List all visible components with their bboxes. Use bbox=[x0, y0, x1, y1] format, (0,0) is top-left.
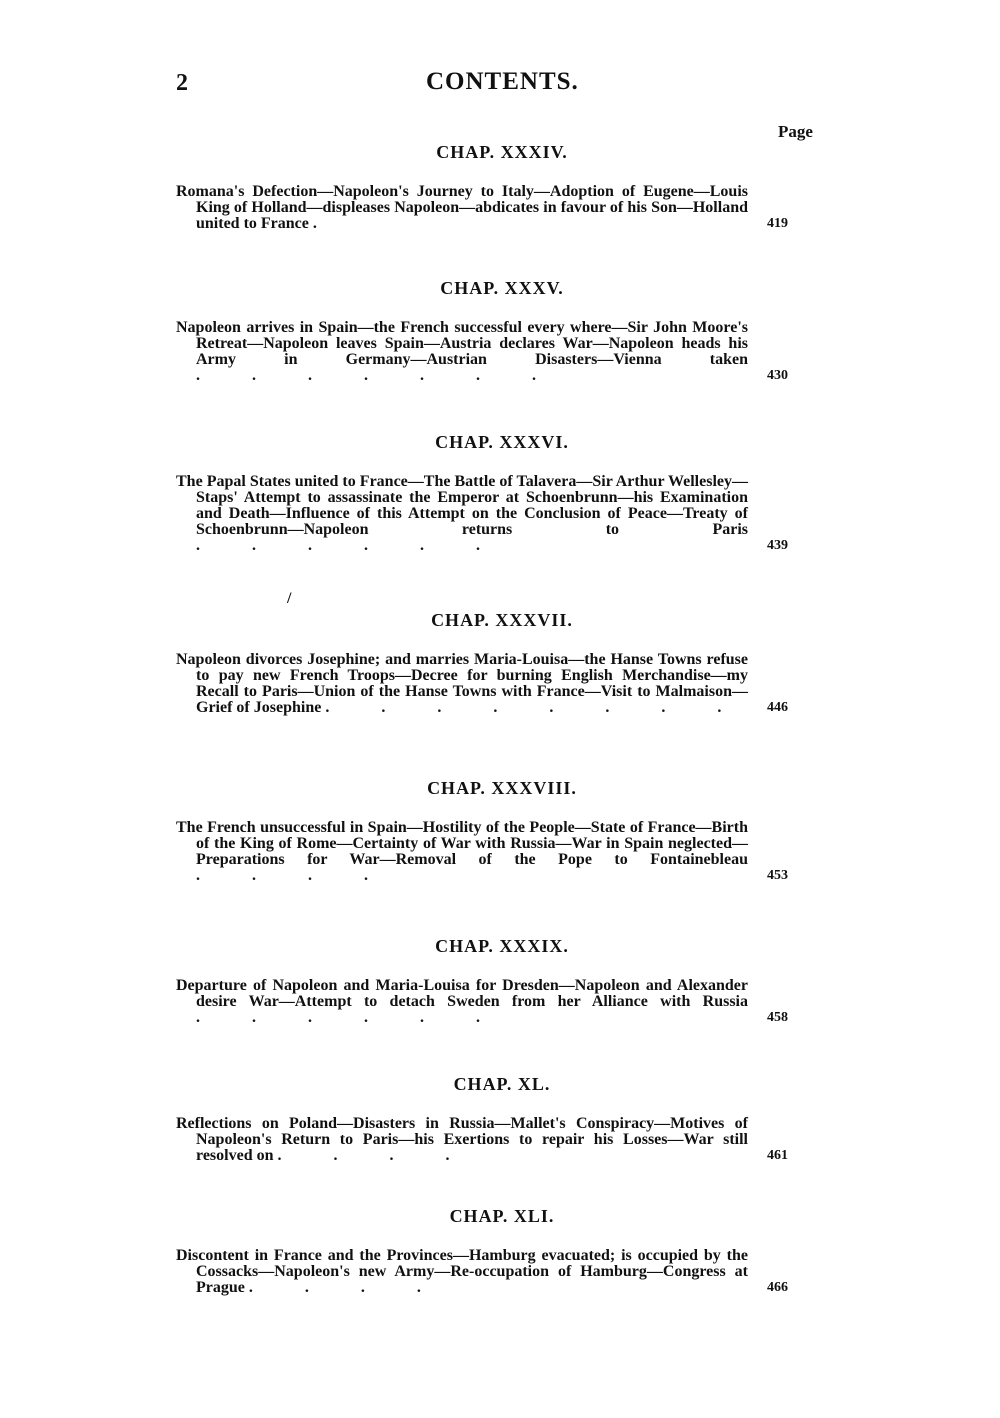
synopsis-text: Napoleon divorces Josephine; and marries Maria-Louisa—the Hanse Towns refuse to pay new French Troops—Decree for burning English Merchandise—my Recall to Paris—Union of the Hanse Towns with France—Visit to Malmaison—Grief of Josephine bbox=[176, 651, 748, 716]
page-number: 2 bbox=[176, 70, 188, 96]
chapter-page: 419 bbox=[767, 216, 788, 231]
dot-leaders: . . . . bbox=[248, 1279, 445, 1296]
dot-leaders: . bbox=[312, 215, 341, 232]
page-column-label: Page bbox=[778, 122, 813, 141]
chapter-synopsis bbox=[176, 820, 788, 884]
chapter-entry bbox=[176, 430, 788, 554]
dot-leaders: . . . . bbox=[277, 1147, 474, 1164]
chapter-title: CHAP. XXXV. bbox=[440, 278, 564, 298]
chapter-title: CHAP. XLI. bbox=[449, 1206, 555, 1226]
chapter-page: 430 bbox=[767, 368, 788, 383]
dot-leaders: . . . . . . . bbox=[196, 367, 560, 384]
chapter-entry bbox=[176, 776, 788, 884]
chapter-page: 461 bbox=[767, 1148, 788, 1163]
dot-leaders: . . . . . . bbox=[196, 1009, 504, 1026]
chapter-title: CHAP. XL. bbox=[453, 1074, 551, 1094]
chapter-page: 453 bbox=[767, 868, 788, 883]
chapter-synopsis bbox=[176, 1248, 788, 1296]
chapter-entry bbox=[176, 1072, 788, 1164]
synopsis-text: The Papal States united to France—The Battle of Talavera—Sir Arthur Wellesley—Staps' Attempt to assassinate the Emperor at Schoenbrunn—his Examination and Death—Influence of this Attempt on the Conclusion of Peace—Treaty of Schoenbrunn—Napoleon returns to Paris bbox=[176, 473, 748, 538]
chapter-title: CHAP. XXXVIII. bbox=[427, 778, 577, 798]
chapter-title: CHAP. XXXVII. bbox=[431, 610, 573, 630]
chapter-synopsis bbox=[176, 978, 788, 1026]
chapter-page: 466 bbox=[767, 1280, 788, 1295]
synopsis-text: Napoleon arrives in Spain—the French successful every where—Sir John Moore's Retreat—Napoleon leaves Spain—Austria declares War—Napoleon heads his Army in Germany—Austrian Disasters—Vienna taken bbox=[176, 319, 748, 368]
synopsis-text: The French unsuccessful in Spain—Hostility of the People—State of France—Birth of the King of Rome—Certainty of War with Russia—War in Spain neglected—Preparations for War—Removal of the Pope to Fontainebleau bbox=[176, 819, 748, 868]
chapter-synopsis bbox=[176, 652, 788, 716]
synopsis-text: Departure of Napoleon and Maria-Louisa for Dresden—Napoleon and Alexander desire War—Attempt to detach Sweden from her Alliance with Russia bbox=[176, 977, 748, 1010]
chapter-synopsis bbox=[176, 320, 788, 384]
chapter-entry bbox=[176, 1204, 788, 1296]
chapter-entry bbox=[176, 276, 788, 384]
chapter-entry bbox=[176, 934, 788, 1026]
dot-leaders: . . . . bbox=[196, 867, 392, 884]
synopsis-text: Discontent in France and the Provinces—Hamburg evacuated; is occupied by the Cossacks—Napoleon's new Army—Re-occupation of Hamburg—Congress at Prague bbox=[176, 1247, 748, 1296]
synopsis-text: Reflections on Poland—Disasters in Russia—Mallet's Conspiracy—Motives of Napoleon's Return to Paris—his Exertions to repair his Losses—War still resolved on bbox=[176, 1115, 748, 1164]
chapter-entry bbox=[176, 608, 788, 716]
chapter-title: CHAP. XXXIV. bbox=[436, 142, 568, 162]
chapter-entry bbox=[176, 140, 788, 232]
running-title: CONTENTS. bbox=[426, 68, 579, 95]
chapter-synopsis bbox=[176, 474, 788, 554]
chapter-page: 458 bbox=[767, 1010, 788, 1025]
dot-leaders: . . . . . . bbox=[196, 537, 504, 554]
chapter-title: CHAP. XXXVI. bbox=[435, 432, 569, 452]
chapter-page: 446 bbox=[767, 700, 788, 715]
chapter-synopsis bbox=[176, 1116, 788, 1164]
dot-leaders: . . . . . . . . bbox=[325, 699, 746, 716]
chapter-synopsis bbox=[176, 184, 788, 232]
synopsis-text: Romana's Defection—Napoleon's Journey to Italy—Adoption of Eugene—Louis King of Holland—displeases Napoleon—abdicates in favour of his Son—Holland united to France bbox=[176, 183, 748, 232]
chapter-title: CHAP. XXXIX. bbox=[435, 936, 569, 956]
stray-mark: / bbox=[287, 590, 292, 607]
chapter-page: 439 bbox=[767, 538, 788, 553]
